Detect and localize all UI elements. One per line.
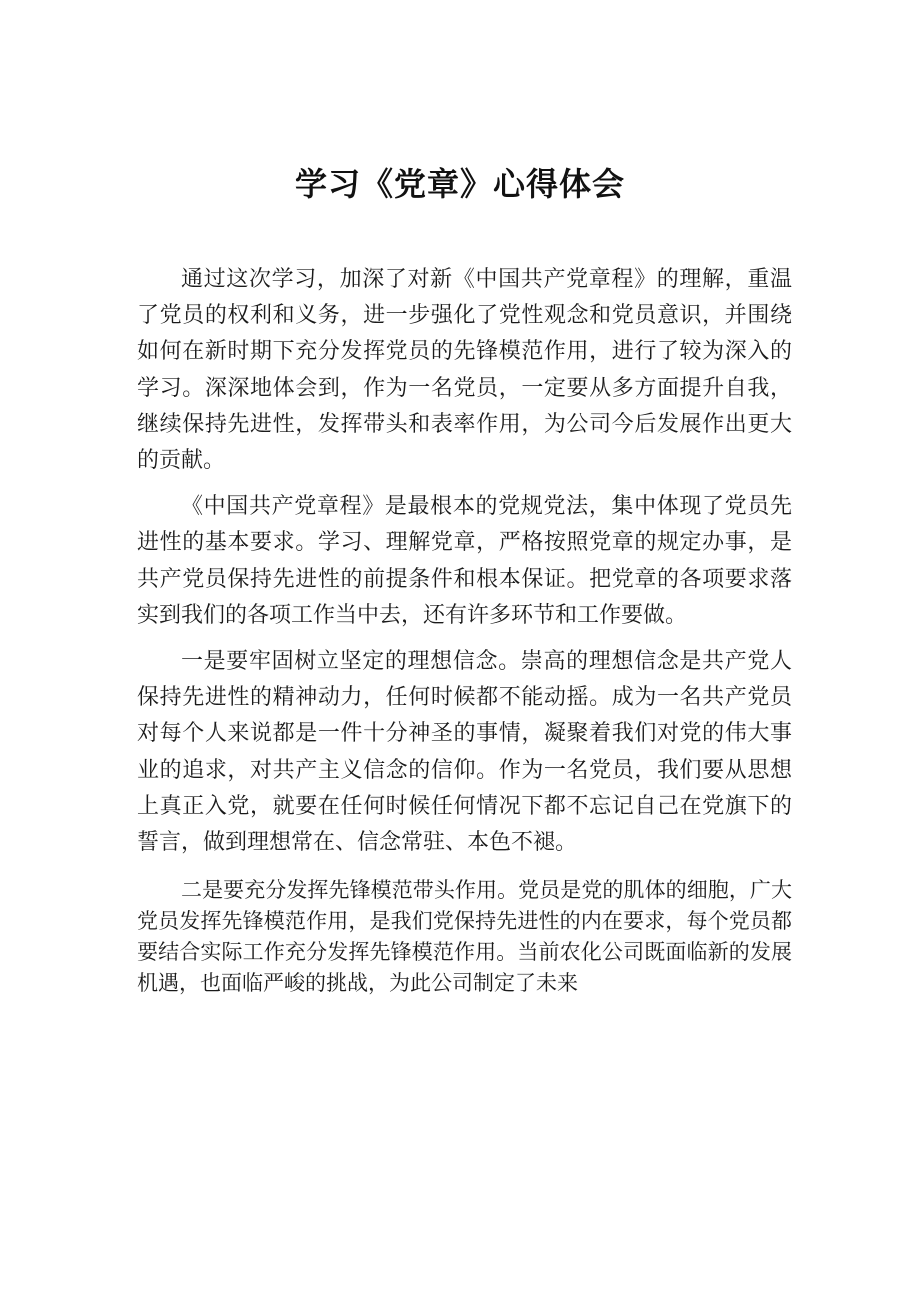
- paragraph-3: 一是要牢固树立坚定的理想信念。崇高的理想信念是共产党人保持先进性的精神动力，任何时候都不能动摇。成为一名共产党员对每个人来说都是一件十分神圣的事情，凝聚着我们对党的伟大事业的追求，对共产主义信念的信仰。作为一名党员，我们要从思想上真正入党，就要在任何时候任何情况下都不忘记自己在党旗下的誓言，做到理想常在、信念常驻、本色不褪。: [137, 649, 792, 856]
- paragraph-2: 《中国共产党章程》是最根本的党规党法，集中体现了党员先进性的基本要求。学习、理解党章，严格按照党章的规定办事，是共产党员保持先进性的前提条件和根本保证。把党章的各项要求落实到我们的各项工作当中去，还有许多环节和工作要做。: [137, 494, 792, 628]
- document-body: [137, 262, 792, 999]
- paragraph-4: 二是要充分发挥先锋模范带头作用。党员是党的肌体的细胞，广大党员发挥先锋模范作用，是我们党保持先进性的内在要求，每个党员都要结合实际工作充分发挥先锋模范作用。当前农化公司既面临新的发展机遇，也面临严峻的挑战，为此公司制定了未来: [137, 878, 792, 996]
- paragraph-1: 通过这次学习，加深了对新《中国共产党章程》的理解，重温了党员的权利和义务，进一步强化了党性观念和党员意识，并围绕如何在新时期下充分发挥党员的先锋模范作用，进行了较为深入的学习。深深地体会到，作为一名党员，一定要从多方面提升自我，继续保持先进性，发挥带头和表率作用，为公司今后发展作出更大的贡献。: [137, 267, 792, 474]
- document-title: 学习《党章》心得体会: [294, 165, 625, 203]
